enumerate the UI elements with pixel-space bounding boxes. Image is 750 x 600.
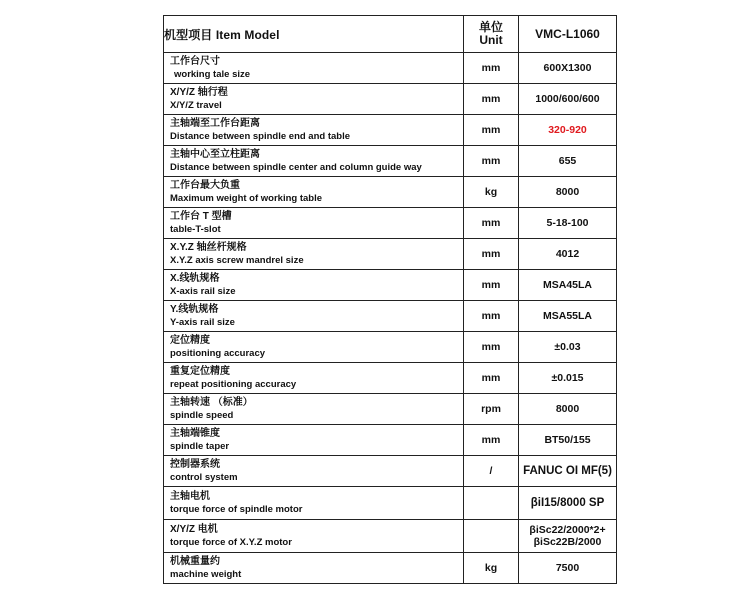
table-row [164, 425, 617, 456]
item-cell [164, 363, 464, 394]
item-en: X/Y/Z travel [170, 100, 222, 111]
value-cell: 4012 [519, 239, 617, 270]
item-cn: 工作台最大负重 [170, 180, 240, 191]
item-cell [164, 553, 464, 584]
value-cell: MSA45LA [519, 270, 617, 301]
item-cell [164, 332, 464, 363]
item-cell [164, 301, 464, 332]
item-cn: 工作台尺寸 [170, 56, 220, 67]
item-cell [164, 425, 464, 456]
item-en: positioning accuracy [170, 348, 266, 359]
item-en: Distance between spindle center and column guide way [170, 162, 422, 173]
header-row [164, 16, 617, 53]
item-en: torque force of spindle motor [170, 504, 303, 515]
value-cell: βiI15/8000 SP [519, 487, 617, 520]
unit-cell: mm [464, 146, 519, 177]
item-cn: 主轴中心至立柱距离 [170, 149, 260, 160]
spec-table [163, 15, 617, 584]
item-cn: 主轴端至工作台距离 [170, 118, 260, 129]
value-cell: BT50/155 [519, 425, 617, 456]
item-en: repeat positioning accuracy [170, 379, 297, 390]
unit-cell: mm [464, 301, 519, 332]
value-cell: ±0.03 [519, 332, 617, 363]
item-en: spindle speed [170, 410, 234, 421]
header-model: VMC-L1060 [519, 16, 617, 53]
item-cn: 机械重量约 [170, 556, 220, 567]
header-item: 机型项目 Item Model [164, 16, 464, 53]
value-cell: 8000 [519, 394, 617, 425]
item-cell [164, 146, 464, 177]
table-row [164, 456, 617, 487]
table-row [164, 270, 617, 301]
item-cn: 定位精度 [170, 335, 210, 346]
value-cell: 320-920 [519, 115, 617, 146]
unit-cell: rpm [464, 394, 519, 425]
item-cell [164, 53, 464, 84]
table-row [164, 239, 617, 270]
value-cell: 655 [519, 146, 617, 177]
item-cell [164, 487, 464, 520]
item-cn: 重复定位精度 [170, 366, 230, 377]
table-row [164, 146, 617, 177]
item-cn: 主轴转速 （标准） [170, 397, 253, 408]
item-en: spindle taper [170, 441, 230, 452]
item-en: Maximum weight of working table [170, 193, 323, 204]
unit-cell: mm [464, 84, 519, 115]
item-en: working tale size [174, 69, 251, 80]
table-row [164, 332, 617, 363]
item-cell [164, 115, 464, 146]
item-en: Distance between spindle end and table [170, 131, 351, 142]
unit-cell: mm [464, 115, 519, 146]
table-row [164, 208, 617, 239]
table-row [164, 363, 617, 394]
unit-cell: mm [464, 363, 519, 394]
item-cn: 控制器系统 [170, 459, 220, 470]
item-cn: X/Y/Z 电机 [170, 524, 218, 535]
value-cell: 5-18-100 [519, 208, 617, 239]
item-cn: X.Y.Z 轴丝杆规格 [170, 242, 247, 253]
header-unit [464, 16, 519, 53]
unit-cell [464, 520, 519, 553]
item-en: control system [170, 472, 238, 483]
value-cell: 8000 [519, 177, 617, 208]
item-cell [164, 239, 464, 270]
table-row [164, 177, 617, 208]
value-cell: MSA55LA [519, 301, 617, 332]
item-cn: Y.线轨规格 [170, 304, 219, 315]
table-row [164, 115, 617, 146]
unit-cell: kg [464, 553, 519, 584]
item-en: Y-axis rail size [170, 317, 235, 328]
value-cell: 7500 [519, 553, 617, 584]
table-row [164, 53, 617, 84]
item-cn: 主轴电机 [170, 491, 210, 502]
table-row [164, 520, 617, 553]
item-en: machine weight [170, 569, 242, 580]
header-unit-cn: 单位 [478, 20, 503, 34]
unit-cell: mm [464, 239, 519, 270]
table-row [164, 84, 617, 115]
unit-cell: / [464, 456, 519, 487]
item-en: X-axis rail size [170, 286, 236, 297]
unit-cell: mm [464, 53, 519, 84]
item-en: table-T-slot [170, 224, 221, 235]
item-en: torque force of X.Y.Z motor [170, 537, 292, 548]
item-en: X.Y.Z axis screw mandrel size [170, 255, 304, 266]
item-cell [164, 84, 464, 115]
item-cell [164, 177, 464, 208]
value-line-1: βiSc22/2000*2+ [529, 524, 606, 536]
item-cn: 主轴端锥度 [170, 428, 220, 439]
item-cn: X.线轨规格 [170, 273, 220, 284]
value-cell: FANUC OI MF(5) [519, 456, 617, 487]
item-cn: 工作台 T 型槽 [170, 211, 232, 222]
value-cell: ±0.015 [519, 363, 617, 394]
value-cell [519, 520, 617, 553]
item-cn: X/Y/Z 轴行程 [170, 87, 228, 98]
table-row [164, 394, 617, 425]
unit-cell: mm [464, 425, 519, 456]
unit-cell: mm [464, 208, 519, 239]
table-row [164, 301, 617, 332]
item-cell [164, 520, 464, 553]
value-line-2: βiSc22B/2000 [533, 536, 602, 548]
table-row [164, 487, 617, 520]
item-cell [164, 270, 464, 301]
table-row [164, 553, 617, 584]
item-cell [164, 394, 464, 425]
unit-cell: mm [464, 332, 519, 363]
item-cell [164, 456, 464, 487]
value-cell: 1000/600/600 [519, 84, 617, 115]
unit-cell: mm [464, 270, 519, 301]
value-cell: 600X1300 [519, 53, 617, 84]
unit-cell [464, 487, 519, 520]
header-unit-en: Unit [479, 33, 503, 47]
item-cell [164, 208, 464, 239]
unit-cell: kg [464, 177, 519, 208]
